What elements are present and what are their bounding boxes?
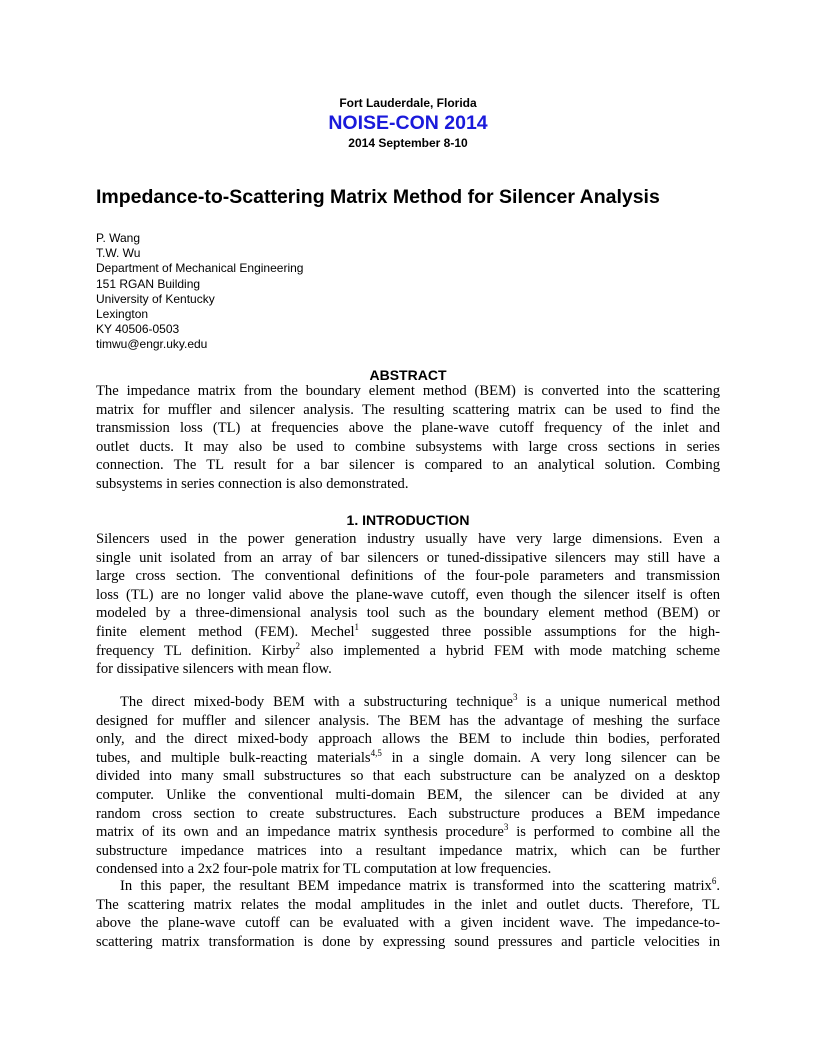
paper-title: Impedance-to-Scattering Matrix Method for Silencer Analysis (96, 186, 660, 208)
text-line (96, 823, 720, 842)
text-line: for dissipative silencers with mean flow. (96, 661, 332, 678)
text-line: random cross section to create substructures. Each substructure produces a BEM impedance (96, 805, 720, 822)
text-line: divided into many small substructures so that each substructure can be analyzed on a desktop (96, 768, 720, 785)
text-line: condensed into a 2x2 four-pole matrix for TL computation at low frequencies. (96, 861, 552, 878)
author-building: 151 RGAN Building (96, 276, 201, 291)
text-line: matrix for muffler and silencer analysis. The resulting scattering matrix can be used to find the (96, 401, 720, 418)
text-line: only, and the direct mixed-body approach allows the BEM to include thin bodies, perforated (96, 731, 720, 748)
introduction-paragraph-3 (96, 877, 720, 951)
abstract-paragraph (96, 382, 720, 494)
text-line: connection. The TL result for a bar silencer is compared to an analytical solution. Combing (96, 457, 720, 474)
text-segment: also implemented a hybrid FEM with mode matching scheme (300, 642, 720, 659)
conference-name: NOISE-CON 2014 (328, 112, 488, 134)
text-line (96, 693, 720, 712)
text-segment: matrix of its own and an impedance matrix synthesis procedure (96, 824, 504, 841)
citation-superscript: 4,5 (370, 747, 382, 758)
author-email: timwu@engr.uky.edu (96, 337, 208, 352)
text-line: transmission loss (TL) at frequencies above the plane-wave cutoff frequency of the inlet and (96, 420, 720, 437)
text-line (96, 623, 720, 642)
text-line: designed for muffler and silencer analysis. The BEM has the advantage of meshing the surface (96, 712, 720, 729)
text-line (96, 642, 720, 661)
text-line: computer. Unlike the conventional multi-domain BEM, the silencer can be divided at any (96, 786, 720, 803)
author-block (96, 231, 303, 353)
citation-superscript: 2 (295, 640, 301, 651)
introduction-heading: 1. INTRODUCTION (346, 512, 470, 528)
author-name: T.W. Wu (96, 246, 141, 261)
introduction-paragraph-1 (96, 530, 720, 679)
text-line: above the plane-wave cutoff can be evaluated with a given incident wave. The impedance-to- (96, 915, 720, 932)
citation-superscript: 6 (711, 876, 717, 886)
text-segment: The direct mixed-body BEM with a substructuring technique (120, 694, 513, 710)
text-segment: frequency TL definition. Kirby (96, 642, 296, 659)
author-university: University of Kentucky (96, 291, 215, 306)
text-line: large cross section. The conventional definitions of the four-pole parameters and transmission (96, 568, 720, 585)
text-segment: finite element method (FEM). Mechel (96, 623, 355, 640)
text-line: subsystems in series connection is also demonstrated. (96, 475, 409, 492)
text-line: modeled by a three-dimensional analysis tool such as the boundary element method (BEM) or (96, 605, 720, 622)
text-line (96, 749, 720, 768)
text-line: The impedance matrix from the boundary element method (BEM) is converted into the scattering (96, 383, 720, 399)
conference-location: Fort Lauderdale, Florida (339, 96, 477, 110)
citation-superscript: 1 (354, 621, 360, 632)
text-segment: In this paper, the resultant BEM impedance matrix is transformed into the scattering matrix (120, 878, 712, 894)
text-segment: is a unique numerical method (517, 694, 721, 710)
author-department: Department of Mechanical Engineering (96, 261, 304, 276)
author-state-zip: KY 40506-0503 (96, 322, 180, 337)
text-segment: in a single domain. A very long silencer can be (381, 749, 720, 766)
text-segment: tubes, and multiple bulk-reacting materials (96, 749, 371, 766)
text-segment: . (716, 878, 720, 894)
text-line: loss (TL) are no longer valid above the plane-wave cutoff, even though the silencer itself is often (96, 586, 720, 603)
text-line: substructure impedance matrices into a resultant impedance matrix, which can be further (96, 842, 720, 859)
citation-superscript: 3 (503, 822, 509, 833)
text-segment: is performed to combine all the (508, 824, 721, 841)
text-line: The scattering matrix relates the modal amplitudes in the inlet and outlet ducts. Therefore, TL (96, 896, 720, 913)
citation-superscript: 3 (512, 692, 518, 702)
text-line: single unit isolated from an array of bar silencers or tuned-dissipative silencers may still have a (96, 549, 720, 566)
introduction-paragraph-2 (96, 693, 720, 879)
text-line: outlet ducts. It may also be used to combine subsystems with large cross sections in series (96, 438, 720, 455)
text-line (96, 877, 720, 896)
author-city: Lexington (96, 307, 149, 322)
author-name: P. Wang (96, 231, 141, 245)
text-segment: suggested three possible assumptions for the high- (359, 623, 720, 640)
abstract-heading: ABSTRACT (369, 367, 447, 383)
text-line: scattering matrix transformation is done by expressing sound pressures and particle velocities in (96, 933, 720, 950)
conference-date: 2014 September 8-10 (348, 136, 468, 150)
text-line: Silencers used in the power generation industry usually have very large dimensions. Even a (96, 531, 720, 547)
